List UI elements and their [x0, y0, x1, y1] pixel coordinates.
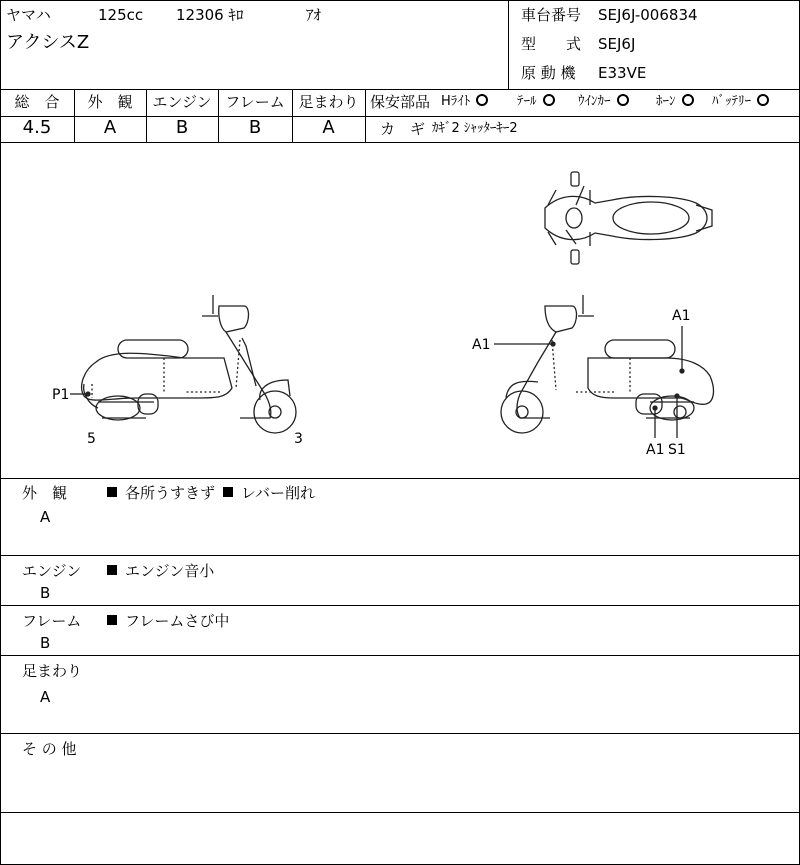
bullet-square-icon	[107, 615, 117, 625]
grade-suspension-value: A	[322, 117, 335, 138]
model-name: アクシスZ	[6, 32, 90, 53]
mileage: 12306 ｷﾛ	[176, 6, 244, 24]
remark-frame-grade: B	[40, 634, 51, 652]
safety-item-battery: ﾊﾞｯﾃﾘｰ	[712, 93, 769, 111]
grade-frame-label: フレーム	[225, 93, 285, 111]
remark-suspension-grade: A	[40, 688, 51, 706]
grade-total-value: 4.5	[22, 117, 52, 138]
label-a1-top: A1	[672, 308, 691, 324]
safety-label: 保安部品	[370, 93, 431, 111]
grade-engine-label: エンジン	[152, 93, 212, 111]
type-label: 型 式	[521, 35, 582, 53]
remark-frame-label: フレーム	[22, 612, 82, 630]
safety-item-headlight: Hﾗｲﾄ	[441, 93, 488, 111]
remark-frame-notes: フレームさび中	[107, 612, 229, 630]
type-value: SEJ6J	[598, 35, 636, 53]
remark-exterior-label: 外 観	[22, 484, 68, 502]
maker: ヤマハ	[6, 6, 51, 24]
grade-total-label: 総 合	[14, 93, 60, 111]
bullet-square-icon	[223, 487, 233, 497]
safety-item-tail: ﾃｰﾙ	[517, 93, 555, 111]
label-s1: S1	[668, 442, 686, 458]
displacement: 125cc	[98, 6, 144, 24]
label-5: 5	[87, 431, 96, 447]
grade-frame-value: B	[248, 117, 262, 138]
safety-item-horn: ﾎｰﾝ	[656, 93, 694, 111]
bullet-square-icon	[107, 565, 117, 575]
remark-exterior-grade: A	[40, 508, 51, 526]
engine-value: E33VE	[598, 64, 647, 82]
scooter-top-view	[545, 172, 712, 264]
remark-engine-label: エンジン	[22, 562, 82, 580]
scooter-left-view	[82, 295, 296, 433]
remark-other-label: そ の 他	[22, 740, 77, 758]
grade-engine-value: B	[175, 117, 189, 138]
remark-suspension-label: 足まわり	[22, 662, 83, 680]
remark-exterior-notes: 各所うすきず レバー削れ	[107, 484, 315, 502]
bullet-square-icon	[107, 487, 117, 497]
safety-item-winker: ｳｲﾝｶｰ	[578, 93, 629, 111]
label-p1: P1	[52, 387, 70, 403]
label-a1-bottom: A1	[646, 442, 665, 458]
label-3: 3	[294, 431, 303, 447]
color: ｱｵ	[306, 6, 322, 24]
engine-label: 原 動 機	[521, 64, 576, 82]
grade-exterior-label: 外 観	[87, 93, 133, 111]
chassis-value: SEJ6J-006834	[598, 6, 698, 24]
remark-engine-notes: エンジン音小	[107, 562, 214, 580]
key-label: カ ギ	[380, 120, 426, 138]
grade-suspension-label: 足まわり	[298, 93, 359, 111]
label-a1-left: A1	[472, 337, 491, 353]
key-value: ｶｷﾞ2 ｼｬｯﾀｰｷｰ2	[432, 121, 518, 136]
remark-engine-grade: B	[40, 584, 51, 602]
chassis-label: 車台番号	[521, 6, 582, 24]
grade-exterior-value: A	[103, 117, 117, 138]
